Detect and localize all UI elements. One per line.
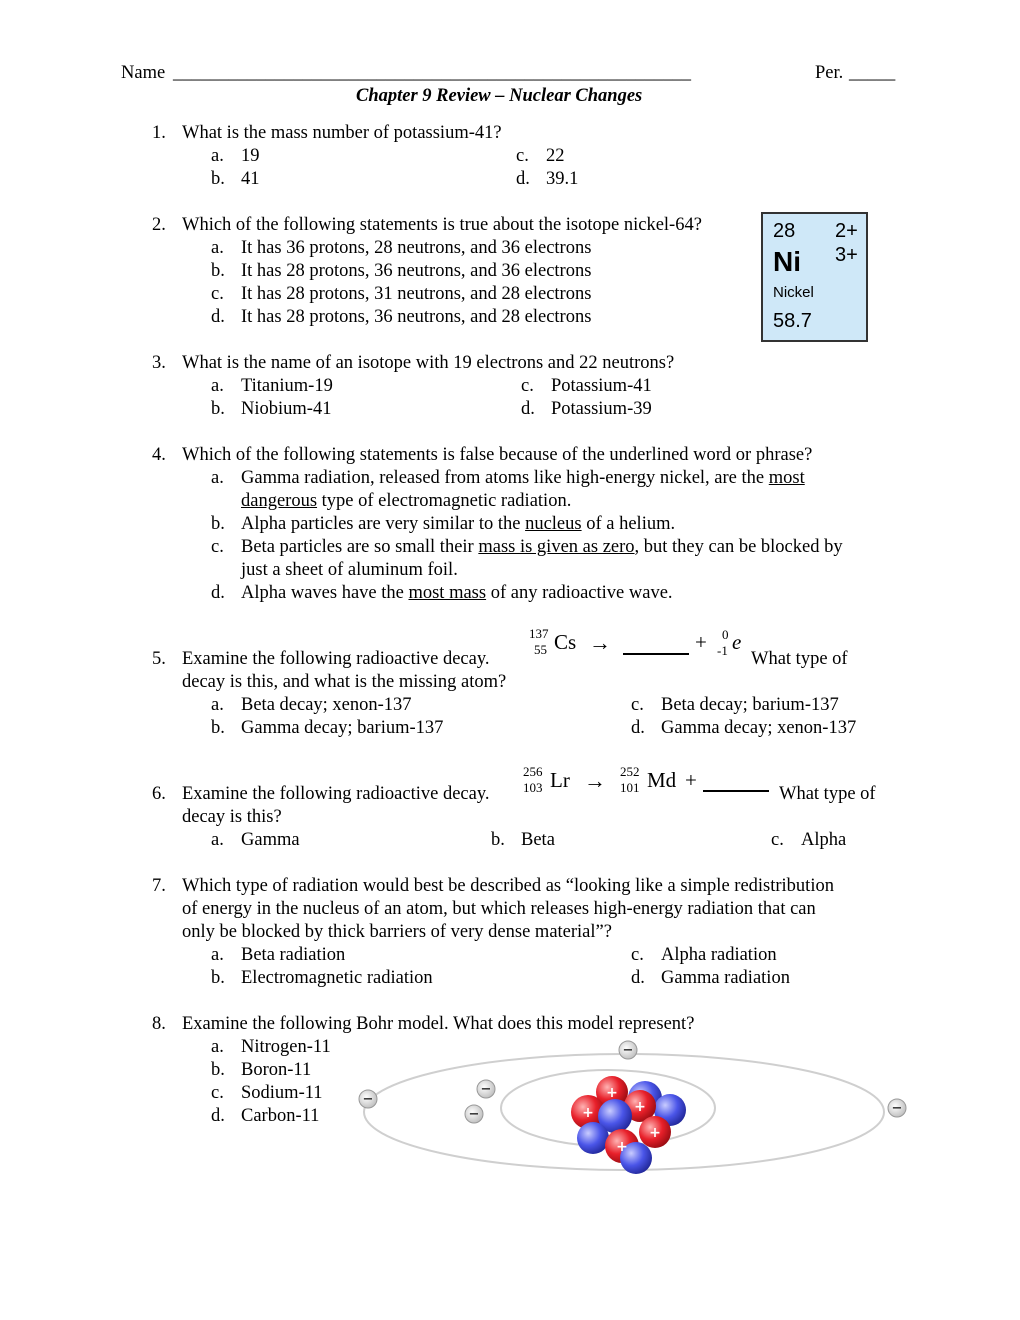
q6-option-c: Alpha xyxy=(801,830,847,850)
q2-text: Which of the following statements is true about the isotope nickel-64? xyxy=(182,215,702,235)
element-charge-2: 3+ xyxy=(835,244,858,266)
q2-option-a: It has 36 protons, 28 neutrons, and 36 electrons xyxy=(241,238,592,258)
electron-mass-number: 0 xyxy=(722,627,729,642)
lr-symbol: Lr xyxy=(550,768,570,792)
q6-number: 6. xyxy=(152,784,166,804)
q3-letter-c: c. xyxy=(521,376,534,396)
q7-letter-b: b. xyxy=(211,968,225,988)
q1-letter-b: b. xyxy=(211,169,225,189)
q5-text-after: What type of xyxy=(751,649,848,669)
q7-letter-a: a. xyxy=(211,945,224,965)
q8-number: 8. xyxy=(152,1014,166,1034)
electron-symbol: e xyxy=(732,630,742,654)
q2-letter-a: a. xyxy=(211,238,224,258)
md-atomic-number: 101 xyxy=(620,780,640,795)
q4-option-c-cont: just a sheet of aluminum foil. xyxy=(241,560,458,580)
q6-letter-b: b. xyxy=(491,830,505,850)
electron-sign: − xyxy=(891,1101,903,1116)
q6-missing-blank xyxy=(703,790,769,792)
q7-text-line2: of energy in the nucleus of an atom, but which releases high-energy radiation that can xyxy=(182,899,816,919)
q2-letter-d: d. xyxy=(211,307,225,327)
q8-letter-a: a. xyxy=(211,1037,224,1057)
q4-letter-c: c. xyxy=(211,537,224,557)
q5-option-b: Gamma decay; barium-137 xyxy=(241,718,444,738)
nucleus xyxy=(571,1076,686,1174)
q8-option-c: Sodium-11 xyxy=(241,1083,323,1103)
q4-c-text-end: , but they can be blocked by xyxy=(634,537,843,557)
q5-option-c: Beta decay; barium-137 xyxy=(661,695,839,715)
q3-number: 3. xyxy=(152,353,166,373)
q1-number: 1. xyxy=(152,123,166,143)
q2-option-d: It has 28 protons, 36 neutrons, and 28 electrons xyxy=(241,307,592,327)
q5-letter-c: c. xyxy=(631,695,644,715)
q4-d-underline: most mass xyxy=(408,583,487,603)
q4-text: Which of the following statements is false because of the underlined word or phrase? xyxy=(182,445,813,465)
q4-d-text: Alpha waves have the xyxy=(241,583,409,603)
q2-letter-c: c. xyxy=(211,284,224,304)
q4-option-d xyxy=(241,582,673,605)
q6-text: Examine the following radioactive decay. xyxy=(182,784,490,804)
q4-c-text: Beta particles are so small their xyxy=(241,537,479,557)
q5-option-d: Gamma decay; xenon-137 xyxy=(661,718,857,738)
q4-letter-d: d. xyxy=(211,583,225,603)
q3-letter-d: d. xyxy=(521,399,535,419)
cs-mass-number: 137 xyxy=(529,626,549,641)
electron-sign: − xyxy=(362,1092,374,1107)
q5-arrow: → xyxy=(589,630,611,655)
q4-option-a-cont xyxy=(241,490,571,513)
q6-arrow: → xyxy=(584,768,606,793)
q1-option-d: 39.1 xyxy=(546,169,579,189)
bohr-model-diagram xyxy=(340,1030,920,1190)
q7-option-d: Gamma radiation xyxy=(661,968,790,988)
element-charge-1: 2+ xyxy=(835,220,858,242)
q6-letter-c: c. xyxy=(771,830,784,850)
q7-number: 7. xyxy=(152,876,166,896)
q3-option-b: Niobium-41 xyxy=(241,399,332,419)
q8-letter-b: b. xyxy=(211,1060,225,1080)
q8-option-b: Boron-11 xyxy=(241,1060,312,1080)
q5-text-cont: decay is this, and what is the missing atom? xyxy=(182,672,507,692)
q4-letter-a: a. xyxy=(211,468,224,488)
element-symbol: Ni xyxy=(773,246,801,277)
q7-letter-c: c. xyxy=(631,945,644,965)
q6-option-b: Beta xyxy=(521,830,555,850)
proton-sign: + xyxy=(634,1099,646,1115)
q4-option-b xyxy=(241,513,675,536)
q7-option-a: Beta radiation xyxy=(241,945,346,965)
q2-letter-b: b. xyxy=(211,261,225,281)
q8-text: Examine the following Bohr model. What does this model represent? xyxy=(182,1014,695,1034)
proton-sign: + xyxy=(616,1139,628,1155)
q1-option-b: 41 xyxy=(241,169,260,189)
q4-option-a xyxy=(241,467,805,490)
md-mass-number: 252 xyxy=(620,764,640,779)
q4-b-text: Alpha particles are very similar to the xyxy=(241,514,526,534)
q8-option-d: Carbon-11 xyxy=(241,1106,320,1126)
q5-missing-blank xyxy=(623,653,689,655)
md-symbol: Md xyxy=(647,768,677,792)
q5-text: Examine the following radioactive decay. xyxy=(182,649,490,669)
q4-option-c xyxy=(241,536,843,559)
name-line: ________________________________________________________ xyxy=(173,63,691,83)
proton-sign: + xyxy=(606,1085,618,1101)
q7-option-b: Electromagnetic radiation xyxy=(241,968,433,988)
period-label: Per. xyxy=(815,63,844,83)
element-atomic-number: 28 xyxy=(773,220,796,242)
q3-option-a: Titanium-19 xyxy=(241,376,333,396)
worksheet-title: Chapter 9 Review – Nuclear Changes xyxy=(356,86,643,106)
q5-letter-a: a. xyxy=(211,695,224,715)
q1-letter-d: d. xyxy=(516,169,530,189)
proton-sign: + xyxy=(582,1105,594,1121)
q1-letter-a: a. xyxy=(211,146,224,166)
q4-a-underline-2: dangerous xyxy=(241,491,318,511)
q4-letter-b: b. xyxy=(211,514,225,534)
lr-mass-number: 256 xyxy=(523,764,543,779)
q6-option-a: Gamma xyxy=(241,830,300,850)
name-label: Name xyxy=(121,63,166,83)
q8-letter-d: d. xyxy=(211,1106,225,1126)
q5-letter-b: b. xyxy=(211,718,225,738)
q3-letter-b: b. xyxy=(211,399,225,419)
nickel-element-tile xyxy=(761,212,868,342)
q1-option-a: 19 xyxy=(241,146,260,166)
q2-option-c: It has 28 protons, 31 neutrons, and 28 electrons xyxy=(241,284,592,304)
q2-option-b: It has 28 protons, 36 neutrons, and 36 electrons xyxy=(241,261,592,281)
electron-sign: − xyxy=(480,1082,492,1097)
q6-text-cont: decay is this? xyxy=(182,807,282,827)
q2-number: 2. xyxy=(152,215,166,235)
q3-option-d: Potassium-39 xyxy=(551,399,652,419)
q6-letter-a: a. xyxy=(211,830,224,850)
q5-option-a: Beta decay; xenon-137 xyxy=(241,695,412,715)
q4-number: 4. xyxy=(152,445,166,465)
cs-symbol: Cs xyxy=(554,630,577,654)
electron-sign: − xyxy=(622,1043,634,1058)
element-atomic-mass: 58.7 xyxy=(773,310,812,332)
q7-letter-d: d. xyxy=(631,968,645,988)
q8-letter-c: c. xyxy=(211,1083,224,1103)
q3-letter-a: a. xyxy=(211,376,224,396)
q4-b-text-end: of a helium. xyxy=(581,514,676,534)
electron-charge: -1 xyxy=(717,643,728,658)
cs-atomic-number: 55 xyxy=(534,642,547,657)
q4-a-text-end: type of electromagnetic radiation. xyxy=(317,491,572,511)
q7-text-line3: only be blocked by thick barriers of very dense material”? xyxy=(182,922,612,942)
q1-text: What is the mass number of potassium-41? xyxy=(182,123,502,143)
q5-number: 5. xyxy=(152,649,166,669)
q3-text: What is the name of an isotope with 19 electrons and 22 neutrons? xyxy=(182,353,675,373)
q6-text-after: What type of xyxy=(779,784,876,804)
q3-option-c: Potassium-41 xyxy=(551,376,652,396)
q4-c-underline: mass is given as zero xyxy=(478,537,635,557)
q8-option-a: Nitrogen-11 xyxy=(241,1037,331,1057)
proton-sign: + xyxy=(649,1125,661,1141)
q4-a-text: Gamma radiation, released from atoms like high-energy nickel, are the xyxy=(241,468,769,488)
q4-d-text-end: of any radioactive wave. xyxy=(486,583,673,603)
q4-b-underline: nucleus xyxy=(525,514,582,534)
q5-letter-d: d. xyxy=(631,718,645,738)
lr-atomic-number: 103 xyxy=(523,780,543,795)
q5-plus: + xyxy=(695,630,707,654)
q7-text-line1: Which type of radiation would best be described as “looking like a simple redistribution xyxy=(182,876,834,896)
q6-plus: + xyxy=(685,768,697,792)
electron-sign: − xyxy=(468,1107,480,1122)
q4-a-underline-1: most xyxy=(768,468,805,488)
q7-option-c: Alpha radiation xyxy=(661,945,777,965)
period-line: _____ xyxy=(849,63,896,83)
q1-option-c: 22 xyxy=(546,146,565,166)
element-name: Nickel xyxy=(773,284,814,301)
q1-letter-c: c. xyxy=(516,146,529,166)
